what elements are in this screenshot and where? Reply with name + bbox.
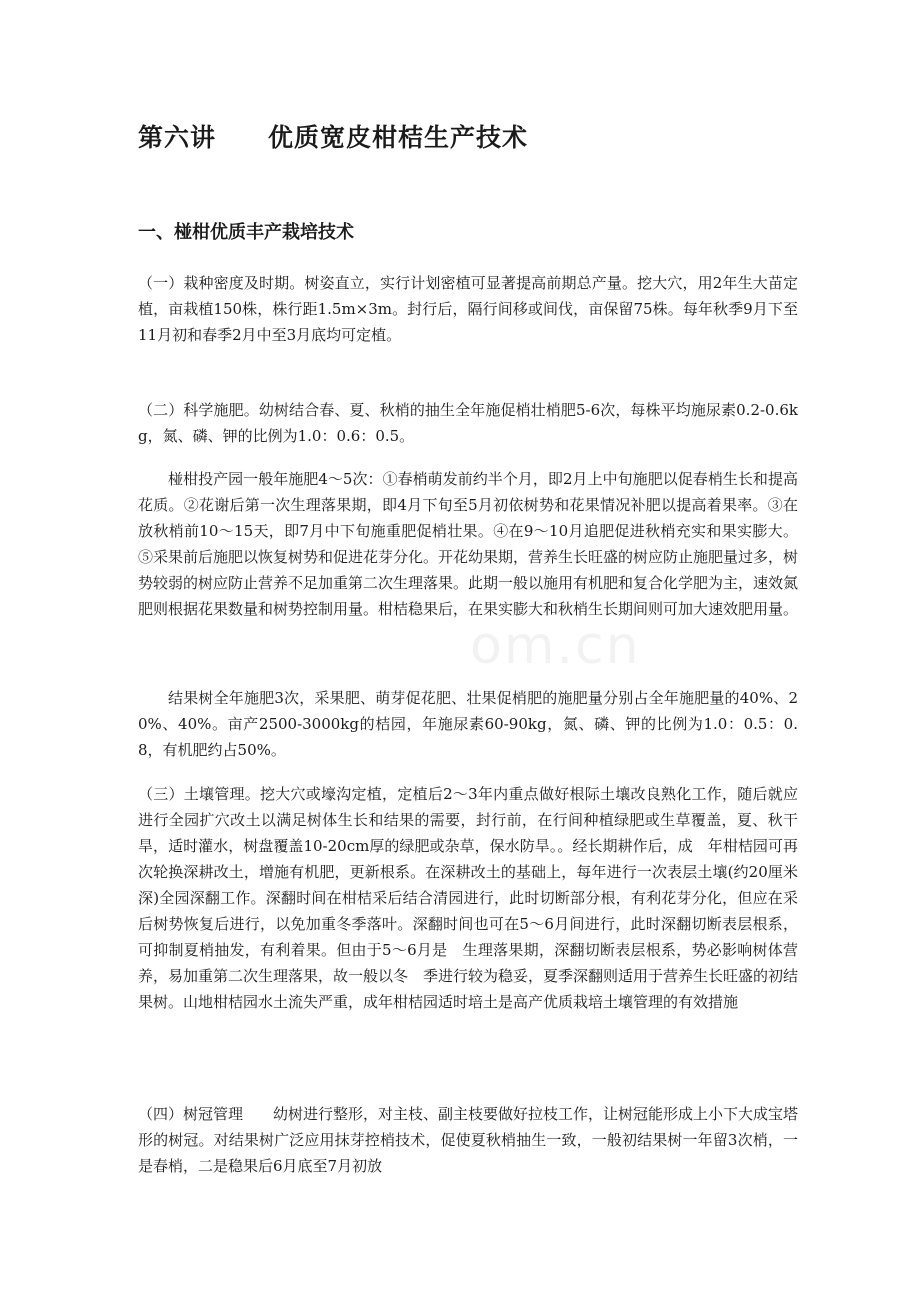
page-title: 第六讲 优质宽皮柑桔生产技术 xyxy=(138,123,529,152)
paragraph-canopy-management: （四）树冠管理 幼树进行整形，对主枝、副主枝要做好拉枝工作，让树冠能形成上小下大成宝塔形的树冠。对结果树广泛应用抹芽控梢技术，促使夏秋梢抽生一致，一般初结果树一年留3次梢，一是春梢，二是稳果后6月底至7月初放 xyxy=(138,1105,799,1175)
paragraph-fertilizing-schedule: 椪柑投产园一般年施肥4～5次：①春梢萌发前约半个月，即2月上中旬施肥以促春梢生长和提高花质。②花谢后第一次生理落果期，即4月下旬至5月初依树势和花果情况补肥以提高着果率。③在放秋梢前10～15天，即7月中下旬施重肥促梢壮果。④在9～10月追肥促进秋梢充实和果实膨大。⑤采果前后施肥以恢复树势和促进花芽分化。开花幼果期，营养生长旺盛的树应防止施肥量过多，树势较弱的树应防止营养不足加重第二次生理落果。此期一般以施用有机肥和复合化学肥为主，速效氮肥则根据花果数量和树势控制用量。柑桔稳果后，在果实膨大和秋梢生长期间则可加大速效肥用量。 xyxy=(138,470,799,618)
paragraph-fertilizing: （二）科学施肥。幼树结合春、夏、秋梢的抽生全年施促梢壮梢肥5-6次，每株平均施尿素0.2-0.6kg，氮、磷、钾的比例为1.0：0.6：0.5。 xyxy=(138,401,798,445)
paragraph-planting: （一）栽种密度及时期。树姿直立，实行计划密植可显著提高前期总产量。挖大穴，用2年生大苗定植，亩栽植150株，株行距1.5m×3m。封行后，隔行间移或间伐，亩保留75株。每年秋季9月下至11月初和春季2月中至3月底均可定植。 xyxy=(138,274,798,344)
section-heading: 一、椪柑优质丰产栽培技术 xyxy=(138,222,354,243)
watermark: om.cn xyxy=(470,616,641,676)
paragraph-soil-management: （三）土壤管理。挖大穴或壕沟定植，定植后2～3年内重点做好根际土壤改良熟化工作，随后就应进行全园扩穴改土以满足树体生长和结果的需要，封行前，在行间种植绿肥或生草覆盖，夏、秋干旱，适时灌水，树盘覆盖10-20cm厚的绿肥或杂草，保水防旱。。经长期耕作后，成 年柑桔园可再次轮换深耕改土，增施有机肥，更新根系。在深耕改土的基础上，每年进行一次表层土壤(约20厘米深)全园深翻工作。深翻时间在柑桔采后结合清园进行，此时切断部分根，有利花芽分化，但应在采后树势恢复后进行，以免加重冬季落叶。深翻时间也可在5～6月间进行，此时深翻切断表层根系，可抑制夏梢抽发，有利着果。但由于5～6月是 生理落果期，深翻切断表层根系，势必影响树体营养，易加重第二次生理落果，故一般以冬 季进行较为稳妥，夏季深翻则适用于营养生长旺盛的初结果树。山地柑桔园水土流失严重，成年柑桔园适时培土是高产优质栽培土壤管理的有效措施 xyxy=(138,785,799,1011)
paragraph-fertilizing-fruiting: 结果树全年施肥3次，采果肥、萌芽促花肥、壮果促梢肥的施肥量分别占全年施肥量的40%、20%、40%。亩产2500-3000kg的桔园，年施尿素60-90kg，氮、磷、钾的比例为1.0：0.5：0.8，有机肥约占50%。 xyxy=(138,689,798,759)
